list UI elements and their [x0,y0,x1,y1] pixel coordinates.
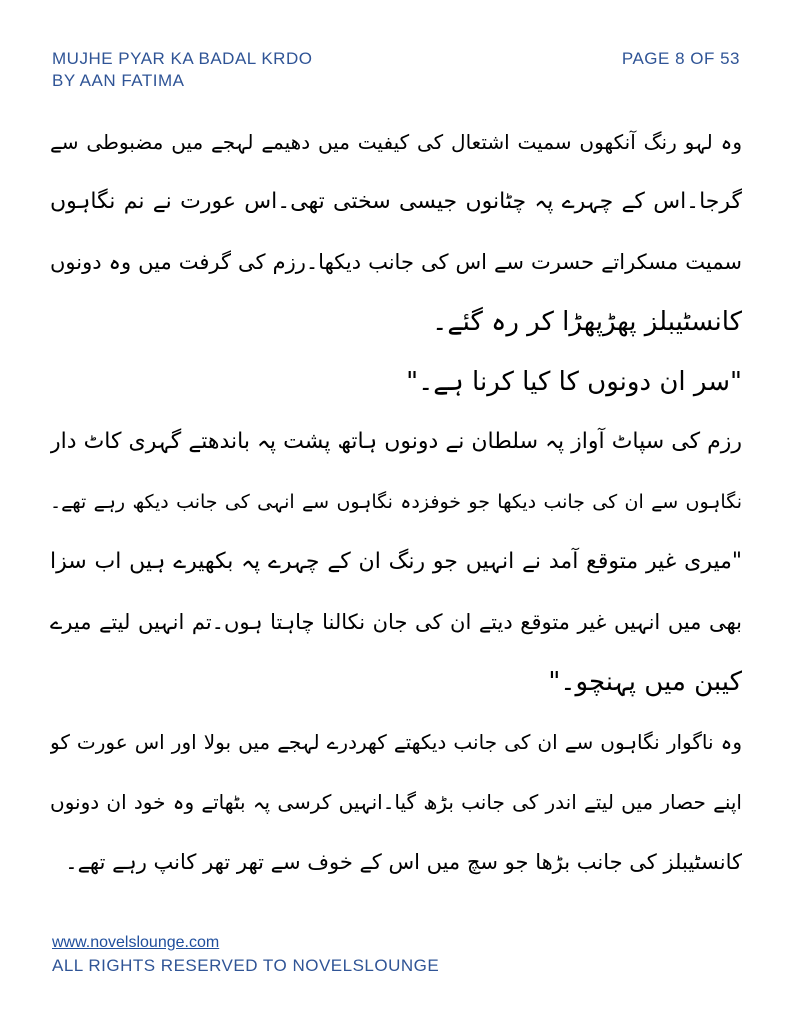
text-line: اپنے حصار میں لیتے اندر کی جانب بڑھ گیا۔انہیں کرسی پہ بٹھاتے وہ خود ان دونوں [50,790,742,814]
text-line: "سر ان دونوں کا کیا کرنا ہے۔" [406,367,742,397]
text-line: وہ لہو رنگ آنکھوں سمیت اشتعال کی کیفیت میں دھیمے لہجے میں مضبوطی سے [50,130,742,154]
text-line: سمیت مسکراتے حسرت سے اس کی جانب دیکھا۔رزم کی گرفت میں وہ دونوں [50,250,742,274]
text-line: کانسٹیبلز کی جانب بڑھا جو سچ میں اس کے خوف سے تھر تھر کانپ رہے تھے۔ [65,850,742,874]
website-link[interactable]: www.novelslounge.com [52,934,220,951]
text-line: "میری غیر متوقع آمد نے انہیں جو رنگ ان کے چہرے پہ بکھیرے ہیں اب سزا [50,549,742,574]
text-line: کانسٹیبلز پھڑپھڑا کر رہ گئے۔ [432,307,742,337]
story-text [50,112,742,892]
text-line: کیبن میں پہنچو۔" [548,667,742,697]
text-line: گرجا۔اس کے چہرے پہ چٹانوں جیسی سختی تھی۔اس عورت نے نم نگاہوں [50,189,742,214]
author-line: BY AAN FATIMA [52,71,185,90]
text-line: بھی میں انہیں غیر متوقع دیتے ان کی جان نکالنا چاہتا ہوں۔تم انہیں لیتے میرے [50,610,742,634]
text-line: رزم کی سپاٹ آواز پہ سلطان نے دونوں ہاتھ پشت پہ باندھتے گہری کاٹ دار [50,429,742,454]
rights-notice: ALL RIGHTS RESERVED TO NOVELSLOUNGE [52,956,440,975]
novel-title: MUJHE PYAR KA BADAL KRDO [52,49,313,68]
text-line: نگاہوں سے ان کی جانب دیکھا جو خوفزدہ نگاہوں سے انہی کی جانب دیکھ رہے تھے۔ [50,491,742,513]
text-line: وہ ناگوار نگاہوں سے ان کی جانب دیکھتے کھردرے لہجے میں بولا اور اس عورت کو [50,730,742,754]
page-number: PAGE 8 OF 53 [621,49,740,68]
